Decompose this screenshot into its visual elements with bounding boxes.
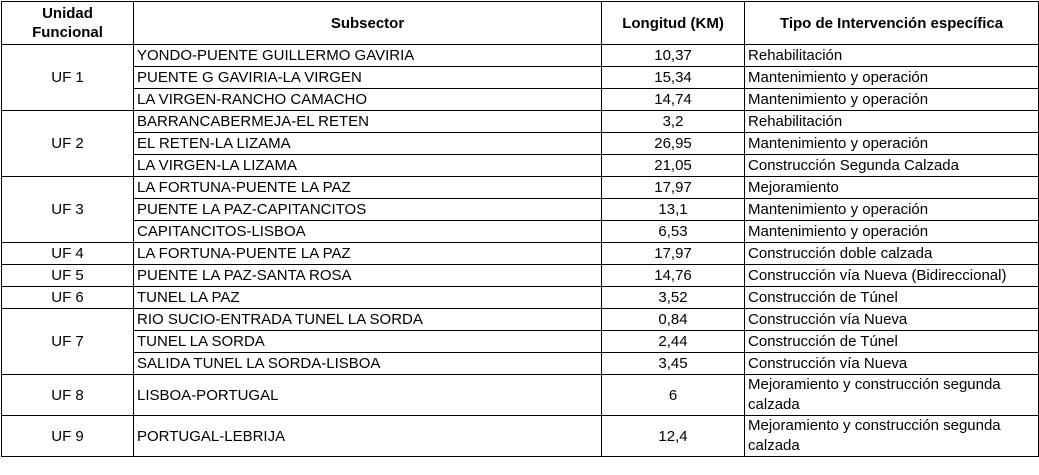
table-row (2, 45, 1039, 67)
subsector-cell: LISBOA-PORTUGAL (134, 375, 602, 416)
uf-cell: UF 5 (2, 265, 134, 287)
subsector-cell: EL RETEN-LA LIZAMA (134, 133, 602, 155)
tipo-cell: Construcción de Túnel (745, 287, 1039, 309)
tipo-cell: Mejoramiento (745, 177, 1039, 199)
header-uf: Unidad Funcional (2, 2, 134, 45)
tipo-cell: Rehabilitación (745, 111, 1039, 133)
header-row (2, 2, 1039, 45)
tipo-cell: Rehabilitación (745, 45, 1039, 67)
uf-cell: UF 2 (2, 111, 134, 177)
table-row (2, 243, 1039, 265)
table-row (2, 111, 1039, 133)
subsector-cell: BARRANCABERMEJA-EL RETEN (134, 111, 602, 133)
uf-cell: UF 1 (2, 45, 134, 111)
subsector-cell: LA VIRGEN-LA LIZAMA (134, 155, 602, 177)
table-row (2, 416, 1039, 457)
table-row (2, 155, 1039, 177)
subsector-cell: SALIDA TUNEL LA SORDA-LISBOA (134, 353, 602, 375)
table-row (2, 287, 1039, 309)
tipo-cell: Mantenimiento y operación (745, 89, 1039, 111)
table-row (2, 265, 1039, 287)
longitud-cell: 2,44 (602, 331, 745, 353)
tipo-cell: Construcción vía Nueva (Bidireccional) (745, 265, 1039, 287)
subsector-cell: RIO SUCIO-ENTRADA TUNEL LA SORDA (134, 309, 602, 331)
header-tipo: Tipo de Intervención específica (745, 2, 1039, 45)
uf-cell: UF 4 (2, 243, 134, 265)
longitud-cell: 14,76 (602, 265, 745, 287)
longitud-cell: 17,97 (602, 177, 745, 199)
table-row (2, 67, 1039, 89)
longitud-cell: 13,1 (602, 199, 745, 221)
longitud-cell: 14,74 (602, 89, 745, 111)
uf-cell: UF 6 (2, 287, 134, 309)
subsector-table (1, 1, 1039, 457)
longitud-cell: 0,84 (602, 309, 745, 331)
tipo-cell: Construcción doble calzada (745, 243, 1039, 265)
uf-cell: UF 7 (2, 309, 134, 375)
uf-cell: UF 3 (2, 177, 134, 243)
uf-cell: UF 9 (2, 416, 134, 457)
longitud-cell: 3,45 (602, 353, 745, 375)
header-longitud: Longitud (KM) (602, 2, 745, 45)
longitud-cell: 6 (602, 375, 745, 416)
header-subsector: Subsector (134, 2, 602, 45)
tipo-cell: Construcción vía Nueva (745, 353, 1039, 375)
table-row (2, 331, 1039, 353)
subsector-cell: CAPITANCITOS-LISBOA (134, 221, 602, 243)
table-row (2, 375, 1039, 416)
tipo-cell: Mejoramiento y construcción segunda calzada (745, 416, 1039, 457)
table-row (2, 177, 1039, 199)
longitud-cell: 12,4 (602, 416, 745, 457)
table-row (2, 89, 1039, 111)
longitud-cell: 26,95 (602, 133, 745, 155)
longitud-cell: 6,53 (602, 221, 745, 243)
subsector-cell: LA FORTUNA-PUENTE LA PAZ (134, 177, 602, 199)
subsector-cell: LA FORTUNA-PUENTE LA PAZ (134, 243, 602, 265)
tipo-cell: Construcción vía Nueva (745, 309, 1039, 331)
uf-cell: UF 8 (2, 375, 134, 416)
tipo-cell: Construcción Segunda Calzada (745, 155, 1039, 177)
subsector-cell: PORTUGAL-LEBRIJA (134, 416, 602, 457)
table-row (2, 199, 1039, 221)
longitud-cell: 3,2 (602, 111, 745, 133)
tipo-cell: Construcción de Túnel (745, 331, 1039, 353)
longitud-cell: 21,05 (602, 155, 745, 177)
longitud-cell: 3,52 (602, 287, 745, 309)
subsector-cell: TUNEL LA SORDA (134, 331, 602, 353)
subsector-cell: LA VIRGEN-RANCHO CAMACHO (134, 89, 602, 111)
table-row (2, 133, 1039, 155)
subsector-cell: PUENTE LA PAZ-CAPITANCITOS (134, 199, 602, 221)
table-row (2, 309, 1039, 331)
subsector-cell: PUENTE LA PAZ-SANTA ROSA (134, 265, 602, 287)
longitud-cell: 17,97 (602, 243, 745, 265)
tipo-cell: Mantenimiento y operación (745, 221, 1039, 243)
table-row (2, 353, 1039, 375)
subsector-cell: YONDO-PUENTE GUILLERMO GAVIRIA (134, 45, 602, 67)
table-row (2, 221, 1039, 243)
tipo-cell: Mantenimiento y operación (745, 67, 1039, 89)
longitud-cell: 15,34 (602, 67, 745, 89)
table-body (2, 45, 1039, 457)
subsector-cell: PUENTE G GAVIRIA-LA VIRGEN (134, 67, 602, 89)
longitud-cell: 10,37 (602, 45, 745, 67)
subsector-cell: TUNEL LA PAZ (134, 287, 602, 309)
tipo-cell: Mantenimiento y operación (745, 133, 1039, 155)
tipo-cell: Mejoramiento y construcción segunda calzada (745, 375, 1039, 416)
tipo-cell: Mantenimiento y operación (745, 199, 1039, 221)
